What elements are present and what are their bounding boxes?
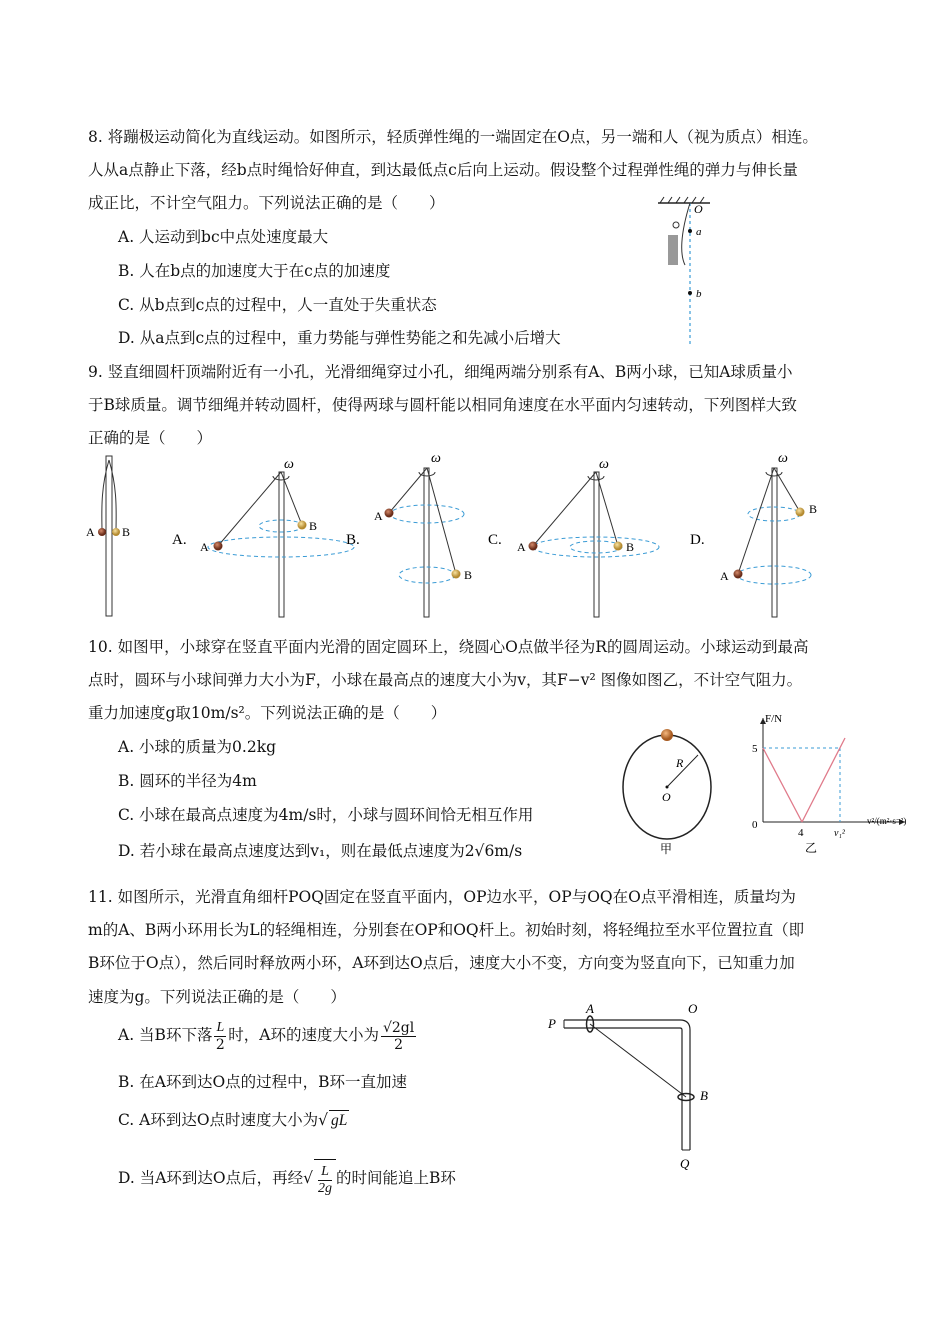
q11-label-b: B xyxy=(700,1088,708,1103)
q11-line1: 11. 如图所示，光滑直角细杆POQ固定在竖直平面内，OP边水平，OP与OQ在O点平滑相连，质量均为 xyxy=(88,888,796,906)
q11-d-den: 2g xyxy=(318,1181,333,1196)
q9-c-ball-b-label: B xyxy=(626,540,635,554)
q11-line4: 速度为g。下列说法正确的是（ ） xyxy=(88,988,346,1006)
q8-line3: 成正比，不计空气阻力。下列说法正确的是（ ） xyxy=(88,194,445,212)
q9-line1: 9. 竖直细圆杆顶端附近有一小孔，光滑细绳穿过小孔，细绳两端分别系有A、B两小球，已知A球质量小 xyxy=(88,363,793,381)
q8-option-d: D. 从a点到c点的过程中，重力势能与弹性势能之和先减小后增大 xyxy=(118,329,561,347)
q11-c-pre: C. A环到达O点时速度大小为 xyxy=(118,1111,319,1129)
q11-line2: m的A、B两小环用长为L的轻绳相连，分别套在OP和OQ杆上。初始时刻，将轻绳拉至水平位置拉直（即 xyxy=(88,921,805,939)
q8-line2: 人从a点静止下落，经b点时绳恰好伸直，到达最低点c后向上运动。假设整个过程弹性绳的弹力与伸长量 xyxy=(88,161,798,179)
q11-a-frac1 xyxy=(214,1020,226,1053)
q11-line3: B环位于O点），然后同时释放两小环，A环到达O点后，速度大小不变，方向变为竖直向下，已知重力加 xyxy=(88,954,795,972)
q11-option-d: D. 当A环到达O点后，再经√ $\frac{L}{2g}$ 的时间能追上B环 xyxy=(118,1158,456,1200)
q8-label-a: a xyxy=(696,226,702,238)
q10-figure-jia xyxy=(620,725,720,855)
q11-a-frac1-num: L xyxy=(216,1019,225,1035)
q10-zero: 0 xyxy=(752,819,758,831)
q9-c-omega: ω xyxy=(599,457,609,472)
q8-label-o: O xyxy=(694,202,703,216)
q11-label-p: P xyxy=(548,1016,556,1031)
q9-a-ball-b-label: B xyxy=(309,519,318,533)
q9-b-ball-b-label: B xyxy=(464,568,473,582)
q10-line1: 10. 如图甲，小球穿在竖直平面内光滑的固定圆环上，绕圆心O点做半径为R的圆周运动。小球运动到最高 xyxy=(88,638,809,656)
q8-line1: 8. 将蹦极运动简化为直线运动。如图所示，轻质弹性绳的一端固定在O点，另一端和人（视为质点）相连。 xyxy=(88,128,818,146)
q10-line2: 点时，圆环与小球间弹力大小为F，小球在最高点的速度大小为v，其F−v² 图像如图乙，不计空气阻力。 xyxy=(88,671,803,689)
q11-d-num: L xyxy=(318,1164,332,1181)
q9-b-ball-a-label: A xyxy=(374,509,383,523)
q10-figure-yi xyxy=(745,710,925,855)
q9-d-omega: ω xyxy=(778,451,788,466)
q11-a-mid: 时，A环的速度大小为 xyxy=(228,1026,379,1044)
q11-a-frac2-num: √2gl xyxy=(382,1019,415,1036)
q10-label-o: O xyxy=(662,790,671,804)
q10-caption-yi: 乙 xyxy=(805,841,818,855)
q10-option-d: D. 若小球在最高点速度达到v₁，则在最低点速度为2√6m/s xyxy=(118,842,523,860)
q10-x4: 4 xyxy=(798,827,804,839)
q9-c-ball-a-label: A xyxy=(517,540,526,554)
q9-figures xyxy=(80,450,870,620)
q9-option-a-label: A. xyxy=(172,532,187,548)
q11-d-post: 的时间能追上B环 xyxy=(336,1169,456,1187)
q11-a-frac2-den: 2 xyxy=(394,1036,404,1053)
q9-a-ball-a-label: A xyxy=(200,540,209,554)
q10-y5: 5 xyxy=(752,743,758,755)
q11-d-pre: D. 当A环到达O点后，再经 xyxy=(118,1169,304,1187)
q9-line2: 于B球质量。调节细绳并转动圆杆，使得两球与圆杆能以相同角速度在水平面内匀速转动，下列图样大致 xyxy=(88,396,797,414)
q10-label-r: R xyxy=(676,756,684,770)
q9-option-c-label: C. xyxy=(488,532,502,548)
q8-bungee-figure xyxy=(650,195,730,355)
q11-d-frac xyxy=(318,1164,332,1197)
q9-a-omega: ω xyxy=(284,457,294,472)
q8-option-c: C. 从b点到c点的过程中，人一直处于失重状态 xyxy=(118,296,437,314)
q9-d-ball-b-label: B xyxy=(809,502,818,516)
q9-option-d-label: D. xyxy=(690,532,705,548)
q10-xv1: v₁² xyxy=(834,828,845,839)
q11-a-frac1-den: 2 xyxy=(215,1036,225,1053)
q10-xlabel: v²/(m²·s⁻²) xyxy=(867,816,907,826)
q11-a-frac2 xyxy=(381,1020,416,1053)
q9-ball-a-label: A xyxy=(86,525,95,539)
q9-line3: 正确的是（ ） xyxy=(88,429,213,447)
q11-c-sqrt: gL xyxy=(330,1112,348,1129)
q8-option-a: A. 人运动到bc中点处速度最大 xyxy=(118,228,329,246)
q9-option-b-label: B. xyxy=(346,532,360,548)
q11-label-q: Q xyxy=(680,1156,690,1171)
q9-d-ball-a-label: A xyxy=(720,569,729,583)
q11-option-c: C. A环到达O点时速度大小为√ gL xyxy=(118,1111,348,1129)
q9-b-omega: ω xyxy=(431,451,441,466)
q11-a-pre: A. 当B环下落 xyxy=(118,1026,213,1044)
q11-option-b: B. 在A环到达O点的过程中，B环一直加速 xyxy=(118,1073,408,1091)
q10-option-b: B. 圆环的半径为4m xyxy=(118,772,257,790)
q8-option-b: B. 人在b点的加速度大于在c点的加速度 xyxy=(118,262,391,280)
q10-option-a: A. 小球的质量为0.2kg xyxy=(118,738,277,756)
q11-rod-figure xyxy=(540,1000,730,1175)
q11-option-a xyxy=(118,1018,418,1053)
q8-label-b: b xyxy=(696,288,702,300)
q11-label-o: O xyxy=(688,1001,698,1016)
q9-ball-b-label: B xyxy=(122,525,131,539)
q11-label-a: A xyxy=(586,1001,594,1016)
q10-option-c: C. 小球在最高点速度为4m/s时，小球与圆环间恰无相互作用 xyxy=(118,806,534,824)
q10-line3: 重力加速度g取10m/s²。下列说法正确的是（ ） xyxy=(88,704,447,722)
q10-caption-jia: 甲 xyxy=(660,842,673,856)
q10-ylabel: F/N xyxy=(765,713,783,725)
